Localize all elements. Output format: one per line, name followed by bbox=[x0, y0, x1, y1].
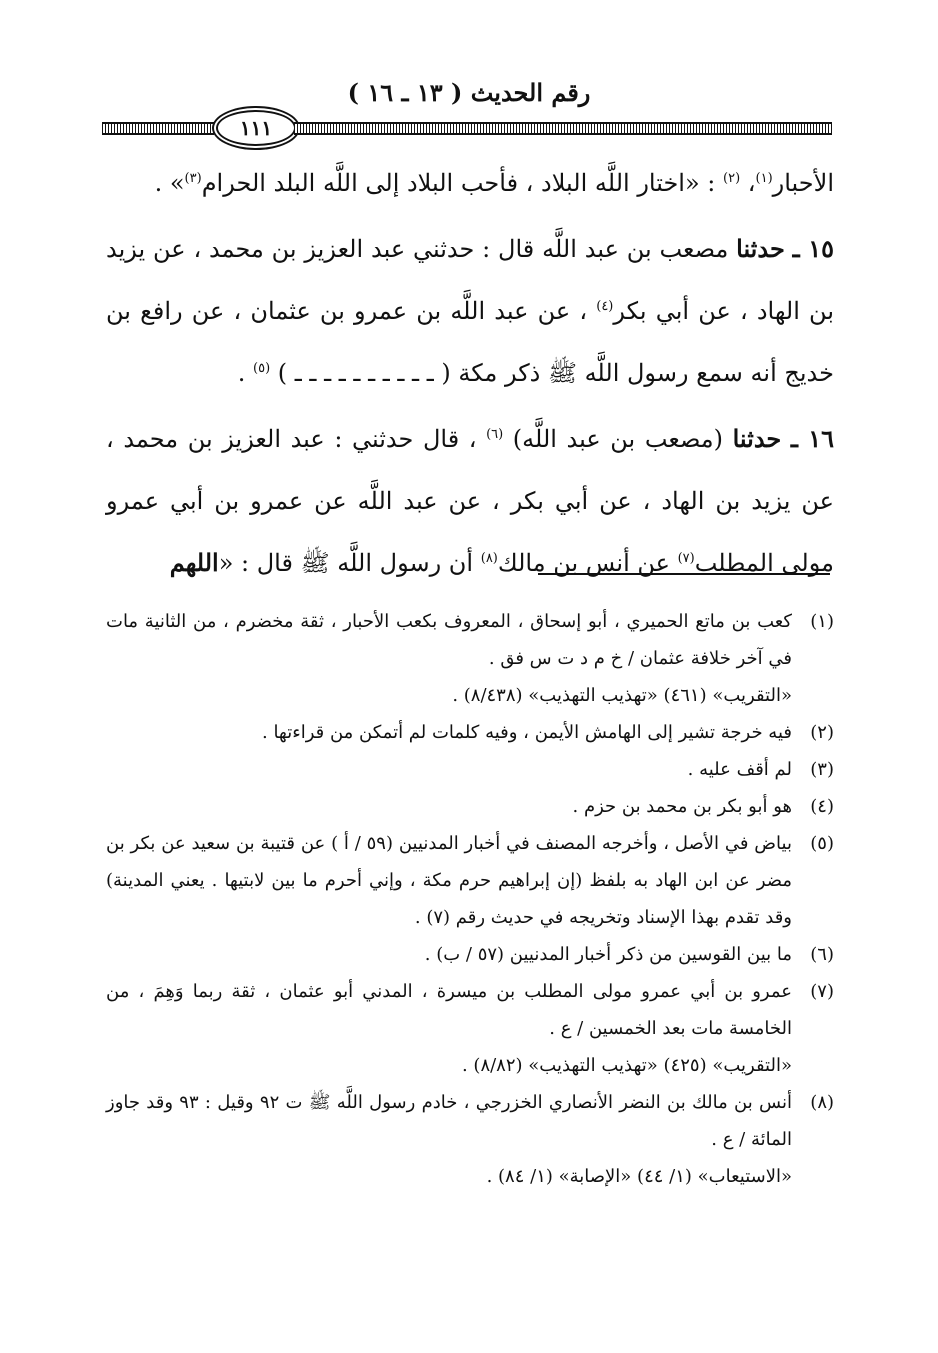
footnote-8-sources: «الاستيعاب» (١/ ٤٤) «الإصابة» (١/ ٨٤) . bbox=[486, 1166, 792, 1187]
footnote-number: (٤) bbox=[810, 796, 834, 817]
text-segment: » . bbox=[154, 169, 185, 197]
text-segment: (مصعب بن عبد اللَّه) bbox=[503, 425, 733, 453]
footnote-text: أنس بن مالك بن النضر الأنصاري الخزرجي ، خادم رسول اللَّه ﷺ ت ٩٢ وقيل : ٩٣ وقد جاوز المائة / ع . bbox=[106, 1092, 793, 1150]
footnote-ref-2: (٢) bbox=[723, 171, 741, 186]
footnote-number: (٧) bbox=[810, 981, 834, 1002]
footnote-number: (٨) bbox=[810, 1092, 835, 1113]
footnote-1 bbox=[106, 603, 834, 677]
footnotes bbox=[106, 603, 834, 1195]
text-segment: عن أنس بن مالك bbox=[497, 549, 678, 577]
footnote-8 bbox=[106, 1084, 834, 1158]
main-text bbox=[106, 152, 834, 594]
footnote-2 bbox=[106, 714, 834, 751]
footnote-ref-4: (٤) bbox=[596, 299, 614, 314]
hadith-number: ١٦ ـ bbox=[790, 424, 834, 453]
footnote-text: ما بين القوسين من ذكر أخبار المدنيين (٥٧ / ب) . bbox=[424, 944, 792, 965]
hadith-lead: حدثنا bbox=[732, 424, 782, 453]
text-segment: الأحبار bbox=[772, 169, 834, 197]
text-segment: أن رسول اللَّه ﷺ قال : « bbox=[218, 549, 481, 577]
ornamental-rule-right bbox=[294, 122, 832, 135]
text-segment: . bbox=[237, 359, 253, 387]
footnote-text: عمرو بن أبي عمرو مولى المطلب بن ميسرة ، المدني أبو عثمان ، ثقة ربما وَهِمَ ، من الخامسة مات بعد الخمسين / ع . bbox=[106, 981, 792, 1039]
footnote-number: (٥) bbox=[810, 833, 834, 854]
footnote-text: هو أبو بكر بن محمد بن حزم . bbox=[572, 796, 792, 817]
header-ornament bbox=[102, 108, 832, 146]
footnote-5 bbox=[106, 825, 834, 936]
footnote-divider bbox=[538, 573, 830, 575]
text-segment: : «اختار اللَّه البلاد ، فأحب البلاد إلى اللَّه البلد الحرام bbox=[201, 169, 723, 197]
continuation-paragraph bbox=[106, 152, 834, 214]
footnote-number: (٣) bbox=[810, 759, 834, 780]
page-number: ١١١ bbox=[216, 110, 296, 146]
footnote-3 bbox=[106, 751, 834, 788]
footnote-6 bbox=[106, 936, 834, 973]
footnote-text: بياض في الأصل ، وأخرجه المصنف في أخبار المدنيين (٥٩ / أ ) عن قتيبة بن سعيد عن بكر بن مضر عن ابن الهاد به بلفظ (إن إبراهيم حرم مكة ، وإني أحرم ما بين لابتيها . يعني المدينة) وقد تقدم بهذا الإسناد وتخريجه في حديث رقم (٧) . bbox=[106, 833, 792, 928]
footnote-ref-8: (٨) bbox=[480, 551, 498, 566]
footnote-7 bbox=[106, 973, 834, 1047]
footnote-ref-3: (٣) bbox=[184, 171, 202, 186]
footnote-number: (٦) bbox=[810, 944, 834, 965]
footnote-number: (١) bbox=[810, 611, 834, 632]
footnote-1-sources: «التقريب» (٤٦١) «تهذيب التهذيب» (٨/٤٣٨) . bbox=[452, 685, 792, 706]
text-segment: ، bbox=[740, 169, 756, 197]
footnote-ref-5: (٥) bbox=[253, 361, 271, 376]
hadith-number: ١٥ ـ bbox=[792, 234, 834, 263]
footnote-7-sources: «التقريب» (٤٢٥) «تهذيب التهذيب» (٨/٨٢) . bbox=[461, 1055, 792, 1076]
footnote-number: (٢) bbox=[810, 722, 834, 743]
hadith-16 bbox=[106, 408, 834, 594]
running-title: رقم الحديث ( ١٣ ـ ١٦ ) bbox=[347, 78, 591, 107]
final-word: اللهم bbox=[169, 548, 219, 577]
footnote-text: لم أقف عليه . bbox=[687, 759, 792, 780]
ornamental-rule-left bbox=[102, 122, 214, 135]
footnote-4 bbox=[106, 788, 834, 825]
text-segment: مصعب بن عبد اللَّه قال : حدثني عبد العزيز بن محمد ، عن يزيد بن الهاد ، عن أبي بكر bbox=[106, 235, 834, 325]
text-segment: ، عن عبد اللَّه بن عمرو بن عثمان ، عن رافع بن خديج أنه سمع رسول اللَّه ﷺ ذكر مكة ( ـ ـ ـ ـ ـ ـ ـ ـ ـ ـ ) bbox=[106, 297, 834, 387]
footnote-text: فيه خرجة تشير إلى الهامش الأيمن ، وفيه كلمات لم أتمكن من قراءتها . bbox=[262, 722, 792, 743]
hadith-15 bbox=[106, 218, 834, 404]
footnote-ref-1: (١) bbox=[755, 171, 773, 186]
footnote-ref-6: (٦) bbox=[486, 427, 504, 442]
footnote-ref-7: (٧) bbox=[677, 551, 695, 566]
footnote-text: كعب بن ماتع الحميري ، أبو إسحاق ، المعروف بكعب الأحبار ، ثقة مخضرم ، من الثانية مات في آخر خلافة عثمان / خ م د ت س فق . bbox=[106, 611, 792, 669]
hadith-lead: حدثنا bbox=[736, 234, 785, 263]
text-segment: ، قال حدثني : عبد العزيز بن محمد ، عن يزيد بن الهاد ، عن أبي بكر ، عن عبد اللَّه عن عمرو بن أبي عمرو مولى المطلب bbox=[106, 425, 834, 577]
